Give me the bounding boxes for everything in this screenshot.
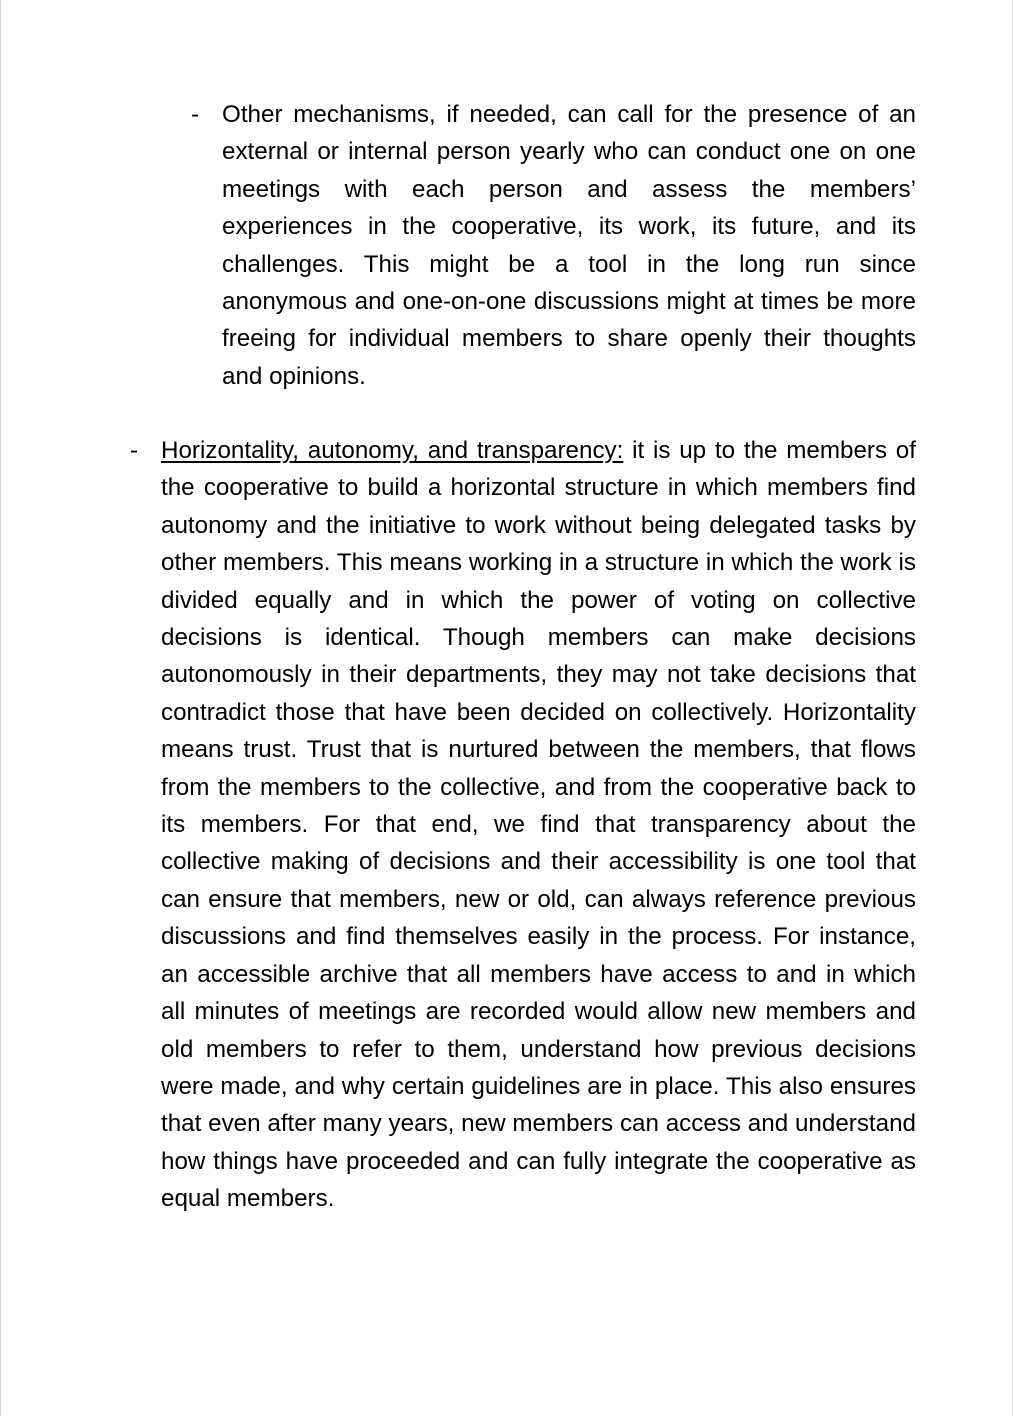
list-bullet: - (130, 437, 139, 464)
sub-list-item-text: Other mechanisms, if needed, can call for the presence of an external or internal person yearly who can conduct one on one meetings with each person and assess the members’ experiences in the cooperative, its work, its future, and its challenges. This might be a tool in the long run since anonymous and one-on-one discussions might at times be more freeing for individual members to share openly their thoughts and opinions. (222, 101, 916, 390)
list-item-heading: Horizontality, autonomy, and transparency: (161, 437, 624, 464)
list-item-text: it is up to the members of the cooperative to build a horizontal structure in which members find autonomy and the initiative to work without being delegated tasks by other members. This means working in a structure in which the work is divided equally and in which the power of voting on collective decisions is identical. Though members can make decisions autonomously in their departments, they may not take decisions that contradict those that have been decided on collectively. Horizontality means trust. Trust that is nurtured between the members, that flows from the members to the collective, and from the cooperative back to its members. For that end, we find that transparency about the collective making of decisions and their accessibility is one tool that can ensure that members, new or old, can always reference previous discussions and find themselves easily in the process. For instance, an accessible archive that all members have access to and in which all minutes of meetings are recorded would allow new members and old members to refer to them, understand how previous decisions were made, and why certain guidelines are in place. This also ensures that even after many years, new members can access and understand how things have proceeded and can fully integrate the cooperative as equal members. (161, 437, 916, 1213)
list-item (161, 432, 916, 1218)
sub-list-bullet: - (191, 101, 200, 128)
